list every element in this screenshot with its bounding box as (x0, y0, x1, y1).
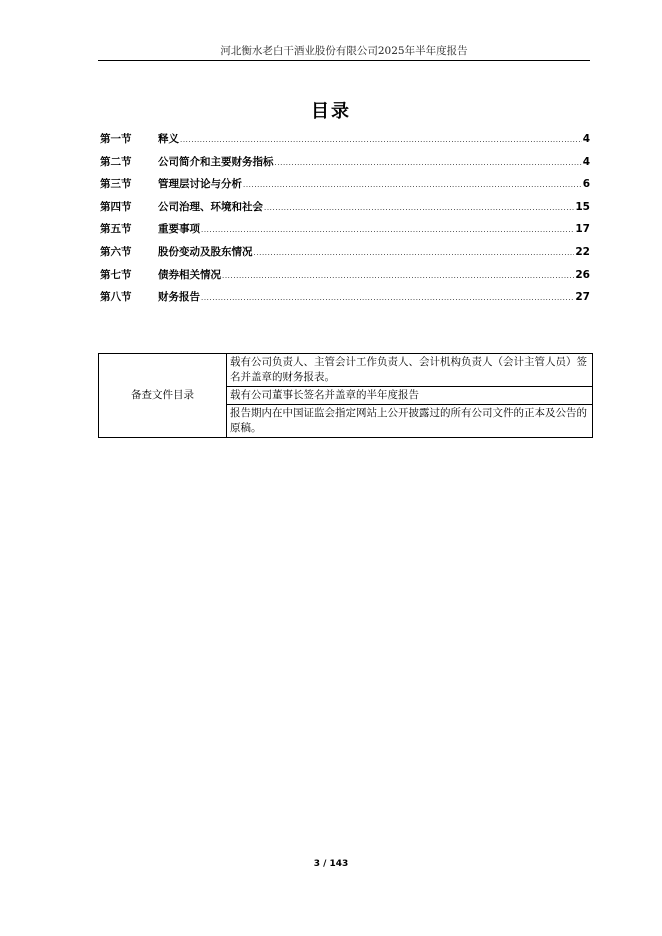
archive-item-cell: 报告期内在中国证监会指定网站上公开披露过的所有公司文件的正本及公告的原稿。 (227, 405, 593, 438)
toc-entry[interactable] (100, 221, 590, 244)
toc-dot-leader (254, 249, 575, 257)
toc-entry-page: 4 (582, 133, 590, 145)
toc-entry-title: 债券相关情况 (158, 268, 221, 281)
toc-entry-number: 第四节 (100, 200, 132, 213)
toc-entry[interactable] (100, 199, 590, 222)
toc-dot-leader (275, 159, 582, 167)
toc-entry[interactable] (100, 154, 590, 177)
toc-entry-number: 第七节 (100, 268, 132, 281)
toc-entry-number: 第三节 (100, 178, 132, 191)
header-rule (98, 60, 590, 61)
toc-entry-title: 股份变动及股东情况 (158, 245, 253, 258)
toc-entry[interactable] (100, 267, 590, 290)
archive-item-cell: 载有公司董事长签名并盖章的半年度报告 (227, 387, 593, 405)
toc-entry-number: 第八节 (100, 291, 132, 304)
toc-entry[interactable] (100, 244, 590, 267)
toc-entry-page: 15 (575, 200, 590, 213)
toc-dot-leader (243, 181, 582, 189)
toc-entry-page: 6 (582, 178, 590, 191)
toc-dot-leader (180, 136, 582, 144)
toc-entry[interactable] (100, 289, 590, 312)
table-of-contents (100, 131, 590, 312)
toc-entry[interactable] (100, 176, 590, 199)
toc-dot-leader (201, 226, 574, 234)
toc-entry-number: 第五节 (100, 223, 132, 236)
toc-entry-page: 26 (575, 268, 590, 281)
toc-dot-leader (222, 272, 574, 280)
toc-entry-number: 第二节 (100, 155, 132, 168)
toc-entry-title: 财务报告 (158, 291, 200, 304)
toc-entry-number: 第一节 (100, 133, 132, 145)
page-number: 3 / 143 (313, 859, 349, 869)
toc-entry-title: 管理层讨论与分析 (158, 178, 242, 191)
toc-entry-page: 17 (575, 223, 590, 236)
toc-entry-number: 第六节 (100, 245, 132, 258)
toc-entry-page: 22 (575, 245, 590, 258)
toc-dot-leader (201, 294, 574, 302)
archive-label-cell: 备查文件目录 (99, 354, 227, 438)
toc-dot-leader (264, 204, 574, 212)
toc-entry-title: 公司治理、环境和社会 (158, 200, 263, 213)
toc-entry-page: 4 (582, 155, 590, 168)
toc-entry-title: 释义 (158, 133, 179, 145)
archive-item-cell: 载有公司负责人、主管会计工作负责人、会计机构负责人（会计主管人员）签名并盖章的财务报表。 (227, 354, 593, 387)
toc-entry[interactable] (100, 131, 590, 154)
toc-entry-title: 重要事项 (158, 223, 200, 236)
toc-title: 目录 (311, 101, 351, 122)
table-row (99, 354, 593, 387)
archive-documents-table (98, 353, 593, 438)
page-header: 河北衡水老白干酒业股份有限公司2025年半年度报告 (220, 45, 468, 57)
toc-entry-page: 27 (575, 291, 590, 304)
toc-entry-title: 公司简介和主要财务指标 (158, 155, 274, 168)
